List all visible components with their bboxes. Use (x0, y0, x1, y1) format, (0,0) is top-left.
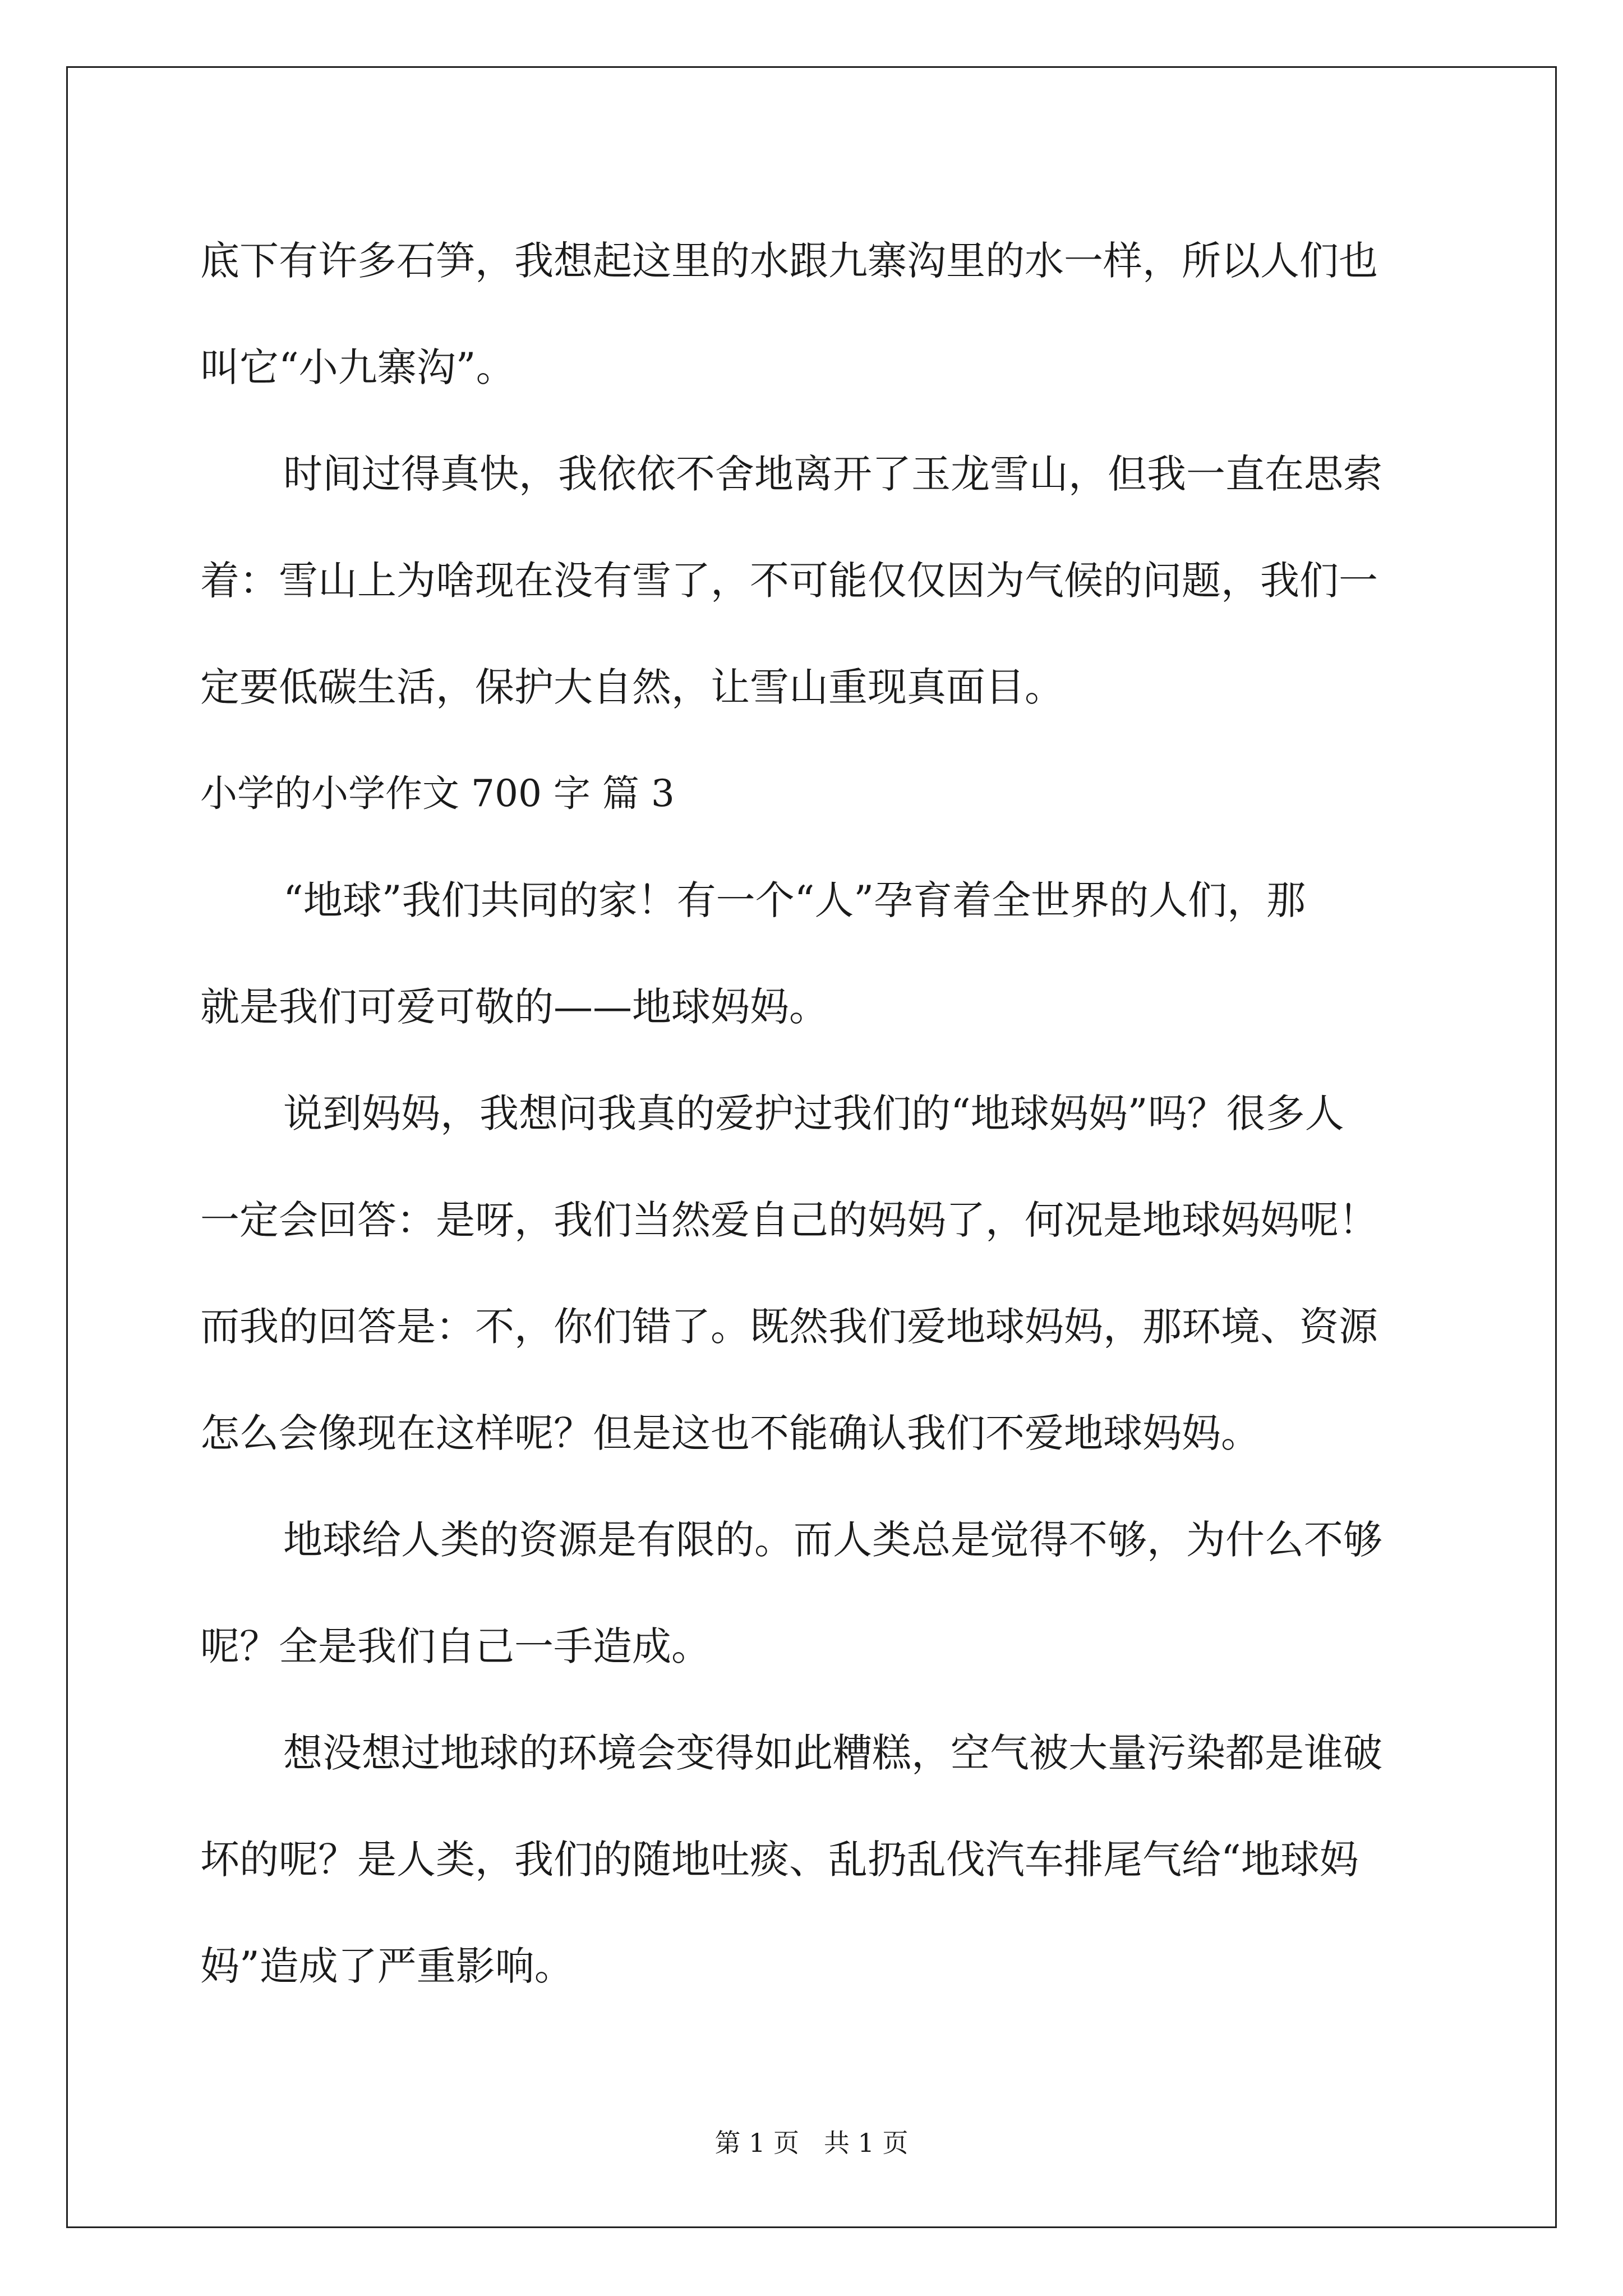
text-line: 底下有许多石笋，我想起这里的水跟九寨沟里的水一样，所以人们也 (200, 238, 1378, 284)
section-heading: 小学的小学作文 700 字 篇 3 (200, 772, 675, 815)
page-number-current: 第 1 页 (714, 2128, 799, 2158)
text-line: 怎么会像现在这样呢？但是这也不能确认我们不爱地球妈妈。 (200, 1410, 1260, 1456)
page-number-total: 共 1 页 (824, 2128, 909, 2158)
document-body (200, 208, 1428, 2019)
text-line: 定要低碳生活，保护大自然，让雪山重现真面目。 (200, 664, 1064, 710)
paragraph-start-line: 时间过得真快，我依依不舍地离开了玉龙雪山，但我一直在思索 (283, 451, 1382, 497)
text-line: 叫它“小九寨沟”。 (200, 344, 515, 390)
page-footer (0, 2126, 1623, 2160)
paragraph-start-line: 地球给人类的资源是有限的。而人类总是觉得不够，为什么不够 (283, 1517, 1382, 1563)
paragraph-start-line: 想没想过地球的环境会变得如此糟糕，空气被大量污染都是谁破 (283, 1730, 1382, 1776)
text-line: 坏的呢？是人类，我们的随地吐痰、乱扔乱伐汽车排尾气给“地球妈 (200, 1837, 1359, 1883)
text-line: 就是我们可爱可敬的——地球妈妈。 (200, 984, 828, 1030)
paragraph-start-line: 说到妈妈，我想问我真的爱护过我们的“地球妈妈”吗？很多人 (283, 1091, 1344, 1137)
text-line: 妈”造成了严重影响。 (200, 1943, 574, 1989)
paragraph-start-line: “地球”我们共同的家！有一个“人”孕育着全世界的人们，那 (283, 877, 1306, 923)
text-line: 一定会回答：是呀，我们当然爱自己的妈妈了，何况是地球妈妈呢！ (200, 1197, 1378, 1243)
text-line: 而我的回答是：不，你们错了。既然我们爱地球妈妈，那环境、资源 (200, 1304, 1378, 1350)
text-line: 呢？全是我们自己一手造成。 (200, 1623, 711, 1669)
text-line: 着：雪山上为啥现在没有雪了，不可能仅仅因为气候的问题，我们一 (200, 558, 1378, 604)
